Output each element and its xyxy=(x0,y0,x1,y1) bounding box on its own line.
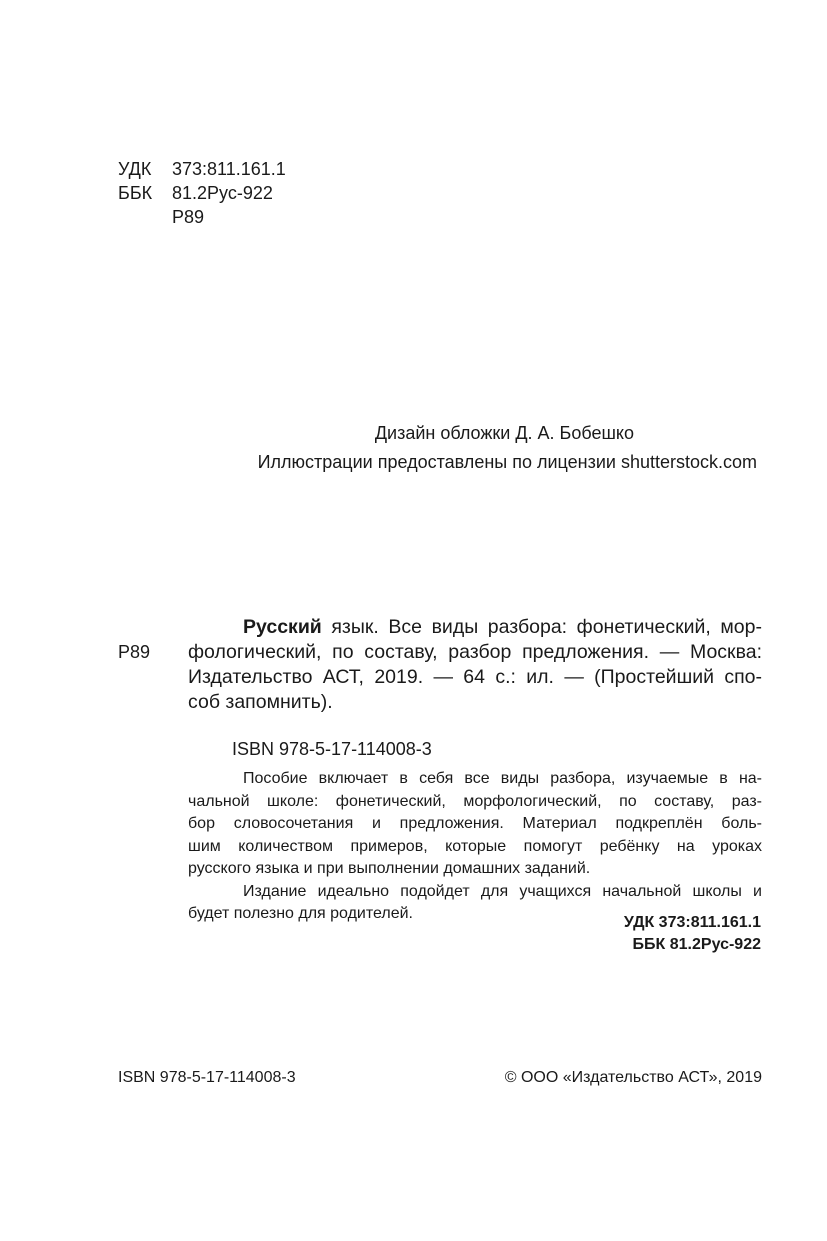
isbn-main: ISBN 978-5-17-114008-3 xyxy=(232,739,432,759)
udk-value: 373:811.161.1 xyxy=(172,159,286,179)
author-mark-top: Р89 xyxy=(172,207,205,227)
annotation-line: русского языка и при выполнении домашних заданий. xyxy=(188,860,591,877)
bib-title-bold: Русский xyxy=(243,616,322,638)
udk-bottom: УДК 373:811.161.1 xyxy=(623,914,761,931)
bib-line-4: соб запомнить). xyxy=(188,691,333,713)
illustrations-credit: Иллюстрации предоставлены по лицензии shutterstock.com xyxy=(257,452,757,472)
annotation-line: Издание идеально подойдет для учащихся начальной школы и xyxy=(243,882,762,900)
annotation-line: Пособие включает в себя все виды разбора, изучаемые в на- xyxy=(243,770,762,787)
author-mark-entry: Р89 xyxy=(118,642,151,662)
bib-line-1 xyxy=(188,615,762,640)
annotation-line: шим количеством примеров, которые помогут ребёнку на уроках xyxy=(188,837,762,855)
bbk-value: 81.2Рус-922 xyxy=(172,183,273,203)
footer-isbn: ISBN 978-5-17-114008-3 xyxy=(118,1069,296,1086)
udk-label: УДК xyxy=(118,159,152,179)
bib-line-3: Издательство АСТ, 2019. — 64 с.: ил. — (Простейший спо- xyxy=(188,666,762,688)
annotation-line: бор словосочетания и предложения. Материал подкреплён боль- xyxy=(188,815,762,832)
bbk-bottom: ББК 81.2Рус-922 xyxy=(632,936,761,953)
bib-line-1-rest: язык. Все виды разбора: фонетический, мор- xyxy=(321,616,762,638)
bibliographic-entry xyxy=(188,615,762,715)
annotation-line: чальной школе: фонетический, морфологический, по составу, раз- xyxy=(188,792,762,810)
footer-copyright: © ООО «Издательство АСТ», 2019 xyxy=(504,1069,762,1086)
annotation xyxy=(188,768,762,926)
bbk-label: ББК xyxy=(118,183,153,203)
cover-design-credit: Дизайн обложки Д. А. Бобешко xyxy=(374,423,634,443)
bib-line-2: фологический, по составу, разбор предложения. — Москва: xyxy=(188,641,762,663)
annotation-line: будет полезно для родителей. xyxy=(188,905,413,922)
